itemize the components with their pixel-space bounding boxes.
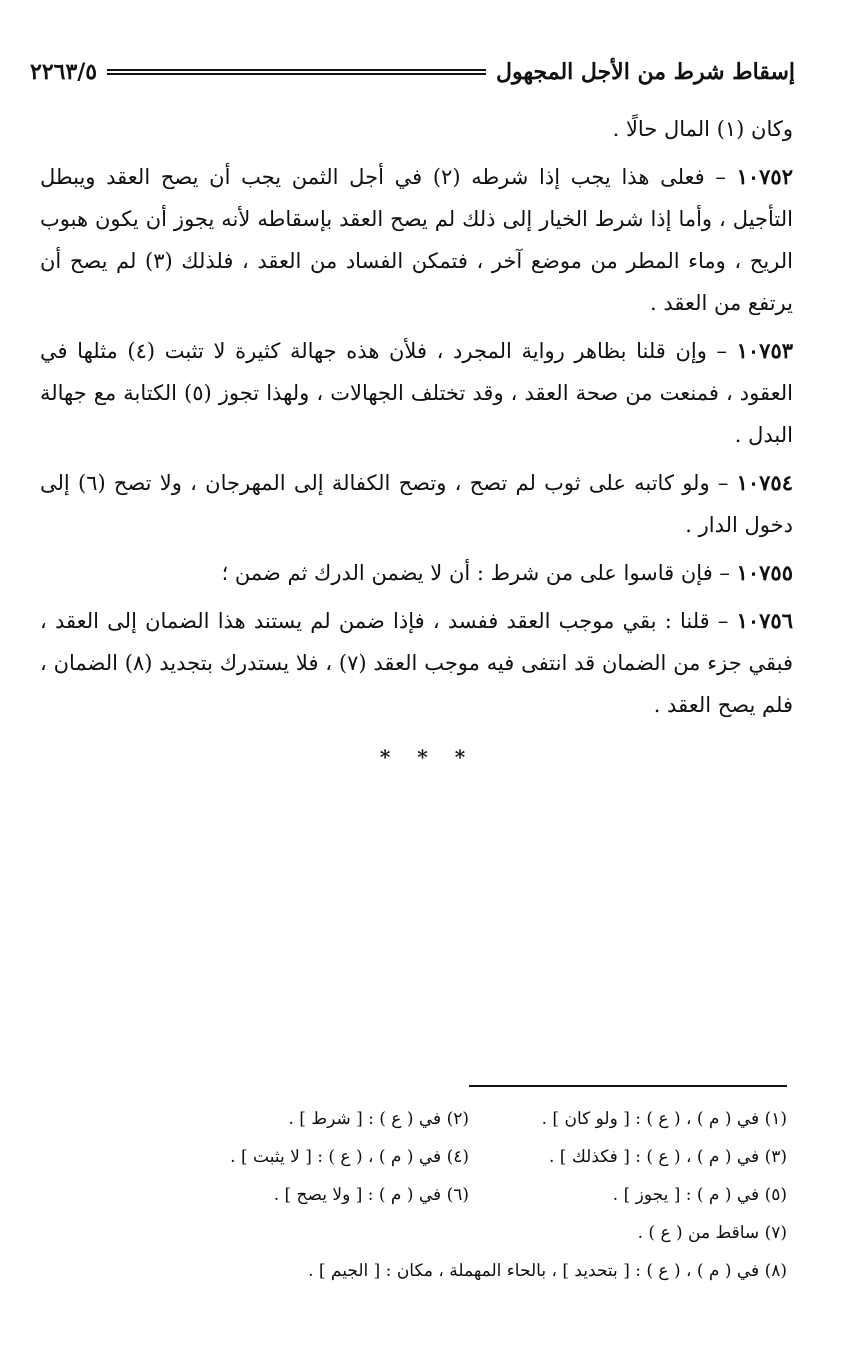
paragraph <box>40 108 793 150</box>
paragraph <box>40 156 793 324</box>
footnotes <box>40 1100 787 1290</box>
footnote-6: (٦) في ( م ) : [ ولا يصح ] . <box>273 1185 469 1205</box>
paragraph <box>40 330 793 456</box>
running-header <box>30 52 795 92</box>
footnote-row <box>40 1252 787 1290</box>
footnote-row <box>40 1214 787 1252</box>
footnote-3: (٣) في ( م ) ، ( ع ) : [ فكذلك ] . <box>549 1147 787 1167</box>
footnote-4: (٤) في ( م ) ، ( ع ) : [ لا يثبت ] . <box>230 1147 469 1167</box>
paragraph-number: ١٠٧٥٤ <box>736 470 793 495</box>
paragraph-text: – ولو كاتبه على ثوب لم تصح ، وتصح الكفالة إلى المهرجان ، ولا تصح (٦) إلى دخول الدار . <box>40 471 793 537</box>
paragraph <box>40 600 793 726</box>
footnote-7: (٧) ساقط من ( ع ) . <box>637 1223 787 1243</box>
footnote-row <box>40 1138 787 1176</box>
paragraph <box>40 462 793 546</box>
footnote-2: (٢) في ( ع ) : [ شرط ] . <box>288 1109 469 1129</box>
paragraph-number: ١٠٧٥٦ <box>736 608 793 633</box>
paragraph-text: – وإن قلنا بظاهر رواية المجرد ، فلأن هذه جهالة كثيرة لا تثبت (٤) مثلها في العقود ، فمنعت من صحة العقد ، وقد تختلف الجهالات ، ولهذا تجوز (٥) الكتابة مع جهالة البدل . <box>40 339 793 447</box>
footnote-8: (٨) في ( م ) ، ( ع ) : [ بتحديد ] ، بالحاء المهملة ، مكان : [ الجيم ] . <box>308 1261 787 1281</box>
page-number: ٢٢٦٣/٥ <box>30 59 98 85</box>
header-double-rule <box>107 69 486 75</box>
paragraph-text: – قلنا : بقي موجب العقد ففسد ، فإذا ضمن لم يستند هذا الضمان إلى العقد ، فبقي جزء من الضمان قد انتفى فيه موجب العقد (٧) ، فلا يستدرك بتجديد (٨) الضمان ، فلم يصح العقد . <box>40 609 793 717</box>
footnote-5: (٥) في ( م ) : [ يجوز ] . <box>612 1185 787 1205</box>
footnote-row <box>40 1176 787 1214</box>
chapter-title: إسقاط شرط من الأجل المجهول <box>496 59 795 85</box>
paragraph-text: – فإن قاسوا على من شرط : أن لا يضمن الدرك ثم ضمن ؛ <box>221 561 737 585</box>
paragraph <box>40 552 793 594</box>
paragraph-text: – فعلى هذا يجب إذا شرطه (٢) في أجل الثمن يجب أن يصح العقد ويبطل التأجيل ، وأما إذا شرط الخيار إلى ذلك لم يصح العقد بإسقاطه لأنه يجوز أن يكون هبوب الريح ، وماء المطر من موضع آخر ، فتمكن الفساد من العقد ، فلذلك (٣) لم يصح أن يرتفع من العقد . <box>40 165 793 315</box>
footnote-row <box>40 1100 787 1138</box>
footnote-rule <box>469 1085 787 1087</box>
section-separator: * * * <box>379 745 476 769</box>
footnote-1: (١) في ( م ) ، ( ع ) : [ ولو كان ] . <box>541 1109 787 1129</box>
paragraph-text: وكان (١) المال حالًا . <box>612 117 793 141</box>
main-text <box>40 108 793 732</box>
paragraph-number: ١٠٧٥٣ <box>736 338 794 363</box>
paragraph-number: ١٠٧٥٢ <box>736 164 793 189</box>
paragraph-number: ١٠٧٥٥ <box>736 560 793 585</box>
